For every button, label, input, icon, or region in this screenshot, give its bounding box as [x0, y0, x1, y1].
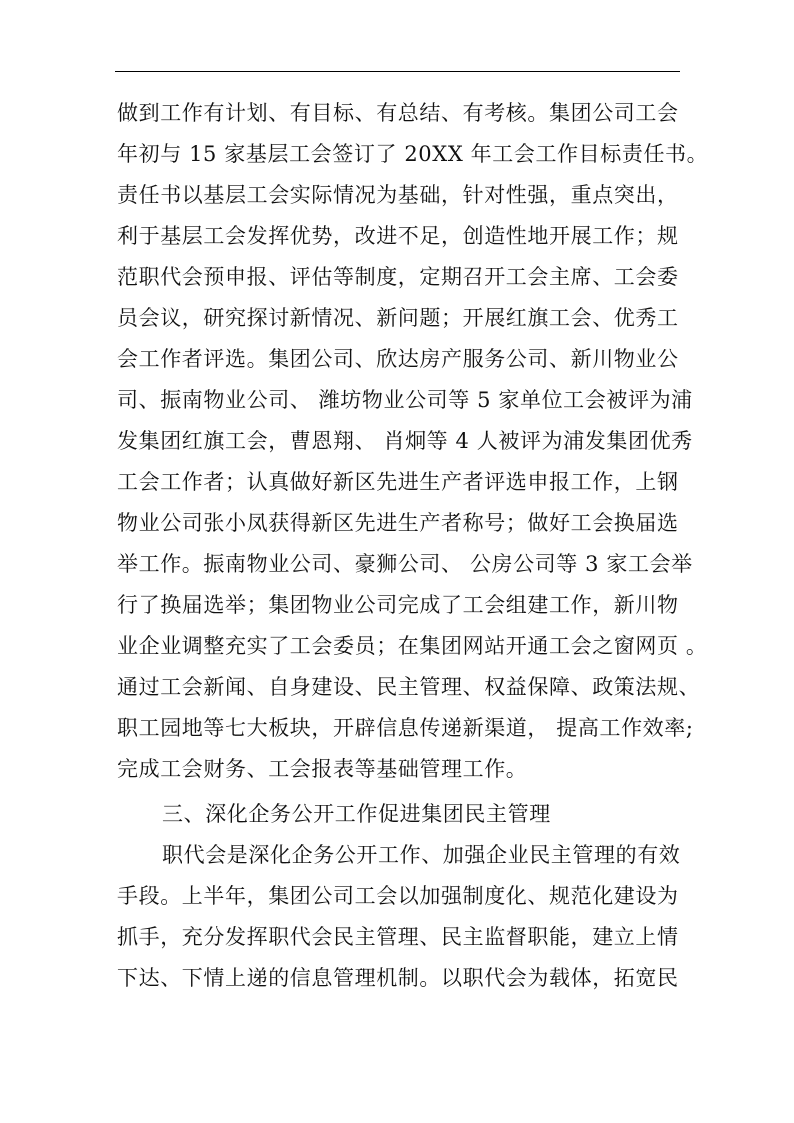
paragraph-line: 会工作者评选。集团公司、欣达房产服务公司、新川物业公	[117, 347, 679, 371]
paragraph-line: 发集团红旗工会，曹恩翔、 肖炯等 4 人被评为浦发集团优秀	[117, 429, 693, 453]
paragraph-line: 员会议，研究探讨新情况、新问题；开展红旗工会、优秀工	[117, 306, 679, 330]
header-rule	[115, 71, 680, 72]
paragraph-line: 通过工会新闻、自身建设、民主管理、权益保障、政策法规、	[117, 675, 701, 699]
paragraph-line: 物业公司张小凤获得新区先进生产者称号；做好工会换届选	[117, 511, 679, 535]
paragraph-line: 职代会是深化企务公开工作、加强企业民主管理的有效	[162, 843, 681, 867]
paragraph-line: 手段。上半年，集团公司工会以加强制度化、规范化建设为	[117, 884, 679, 908]
paragraph-line: 抓手，充分发挥职代会民主管理、民主监督职能，建立上情	[117, 925, 679, 949]
paragraph-line: 范职代会预申报、评估等制度，定期召开工会主席、工会委	[117, 265, 679, 289]
paragraph-line: 举工作。振南物业公司、豪狮公司、 公房公司等 3 家工会举	[117, 552, 693, 576]
section-heading: 三、深化企务公开工作促进集团民主管理	[162, 802, 551, 826]
paragraph-line: 职工园地等七大板块，开辟信息传递新渠道， 提高工作效率;	[117, 716, 694, 740]
paragraph-line: 下达、下情上递的信息管理机制。以职代会为载体，拓宽民	[117, 966, 679, 990]
paragraph-line: 司、振南物业公司、 潍坊物业公司等 5 家单位工会被评为浦	[117, 388, 693, 412]
paragraph-line: 行了换届选举；集团物业公司完成了工会组建工作，新川物	[117, 593, 679, 617]
paragraph-line: 业企业调整充实了工会委员；在集团网站开通工会之窗网页 。	[117, 634, 708, 658]
paragraph-line: 责任书以基层工会实际情况为基础，针对性强，重点突出，	[117, 183, 679, 207]
paragraph-line: 年初与 15 家基层工会签订了 20XX 年工会工作目标责任书。	[117, 142, 709, 166]
paragraph-line: 完成工会财务、工会报表等基础管理工作。	[117, 757, 528, 781]
paragraph-line: 做到工作有计划、有目标、有总结、有考核。集团公司工会	[117, 101, 679, 125]
paragraph-line: 利于基层工会发挥优势，改进不足，创造性地开展工作；规	[117, 224, 679, 248]
paragraph-line: 工会工作者；认真做好新区先进生产者评选申报工作，上钢	[117, 470, 679, 494]
